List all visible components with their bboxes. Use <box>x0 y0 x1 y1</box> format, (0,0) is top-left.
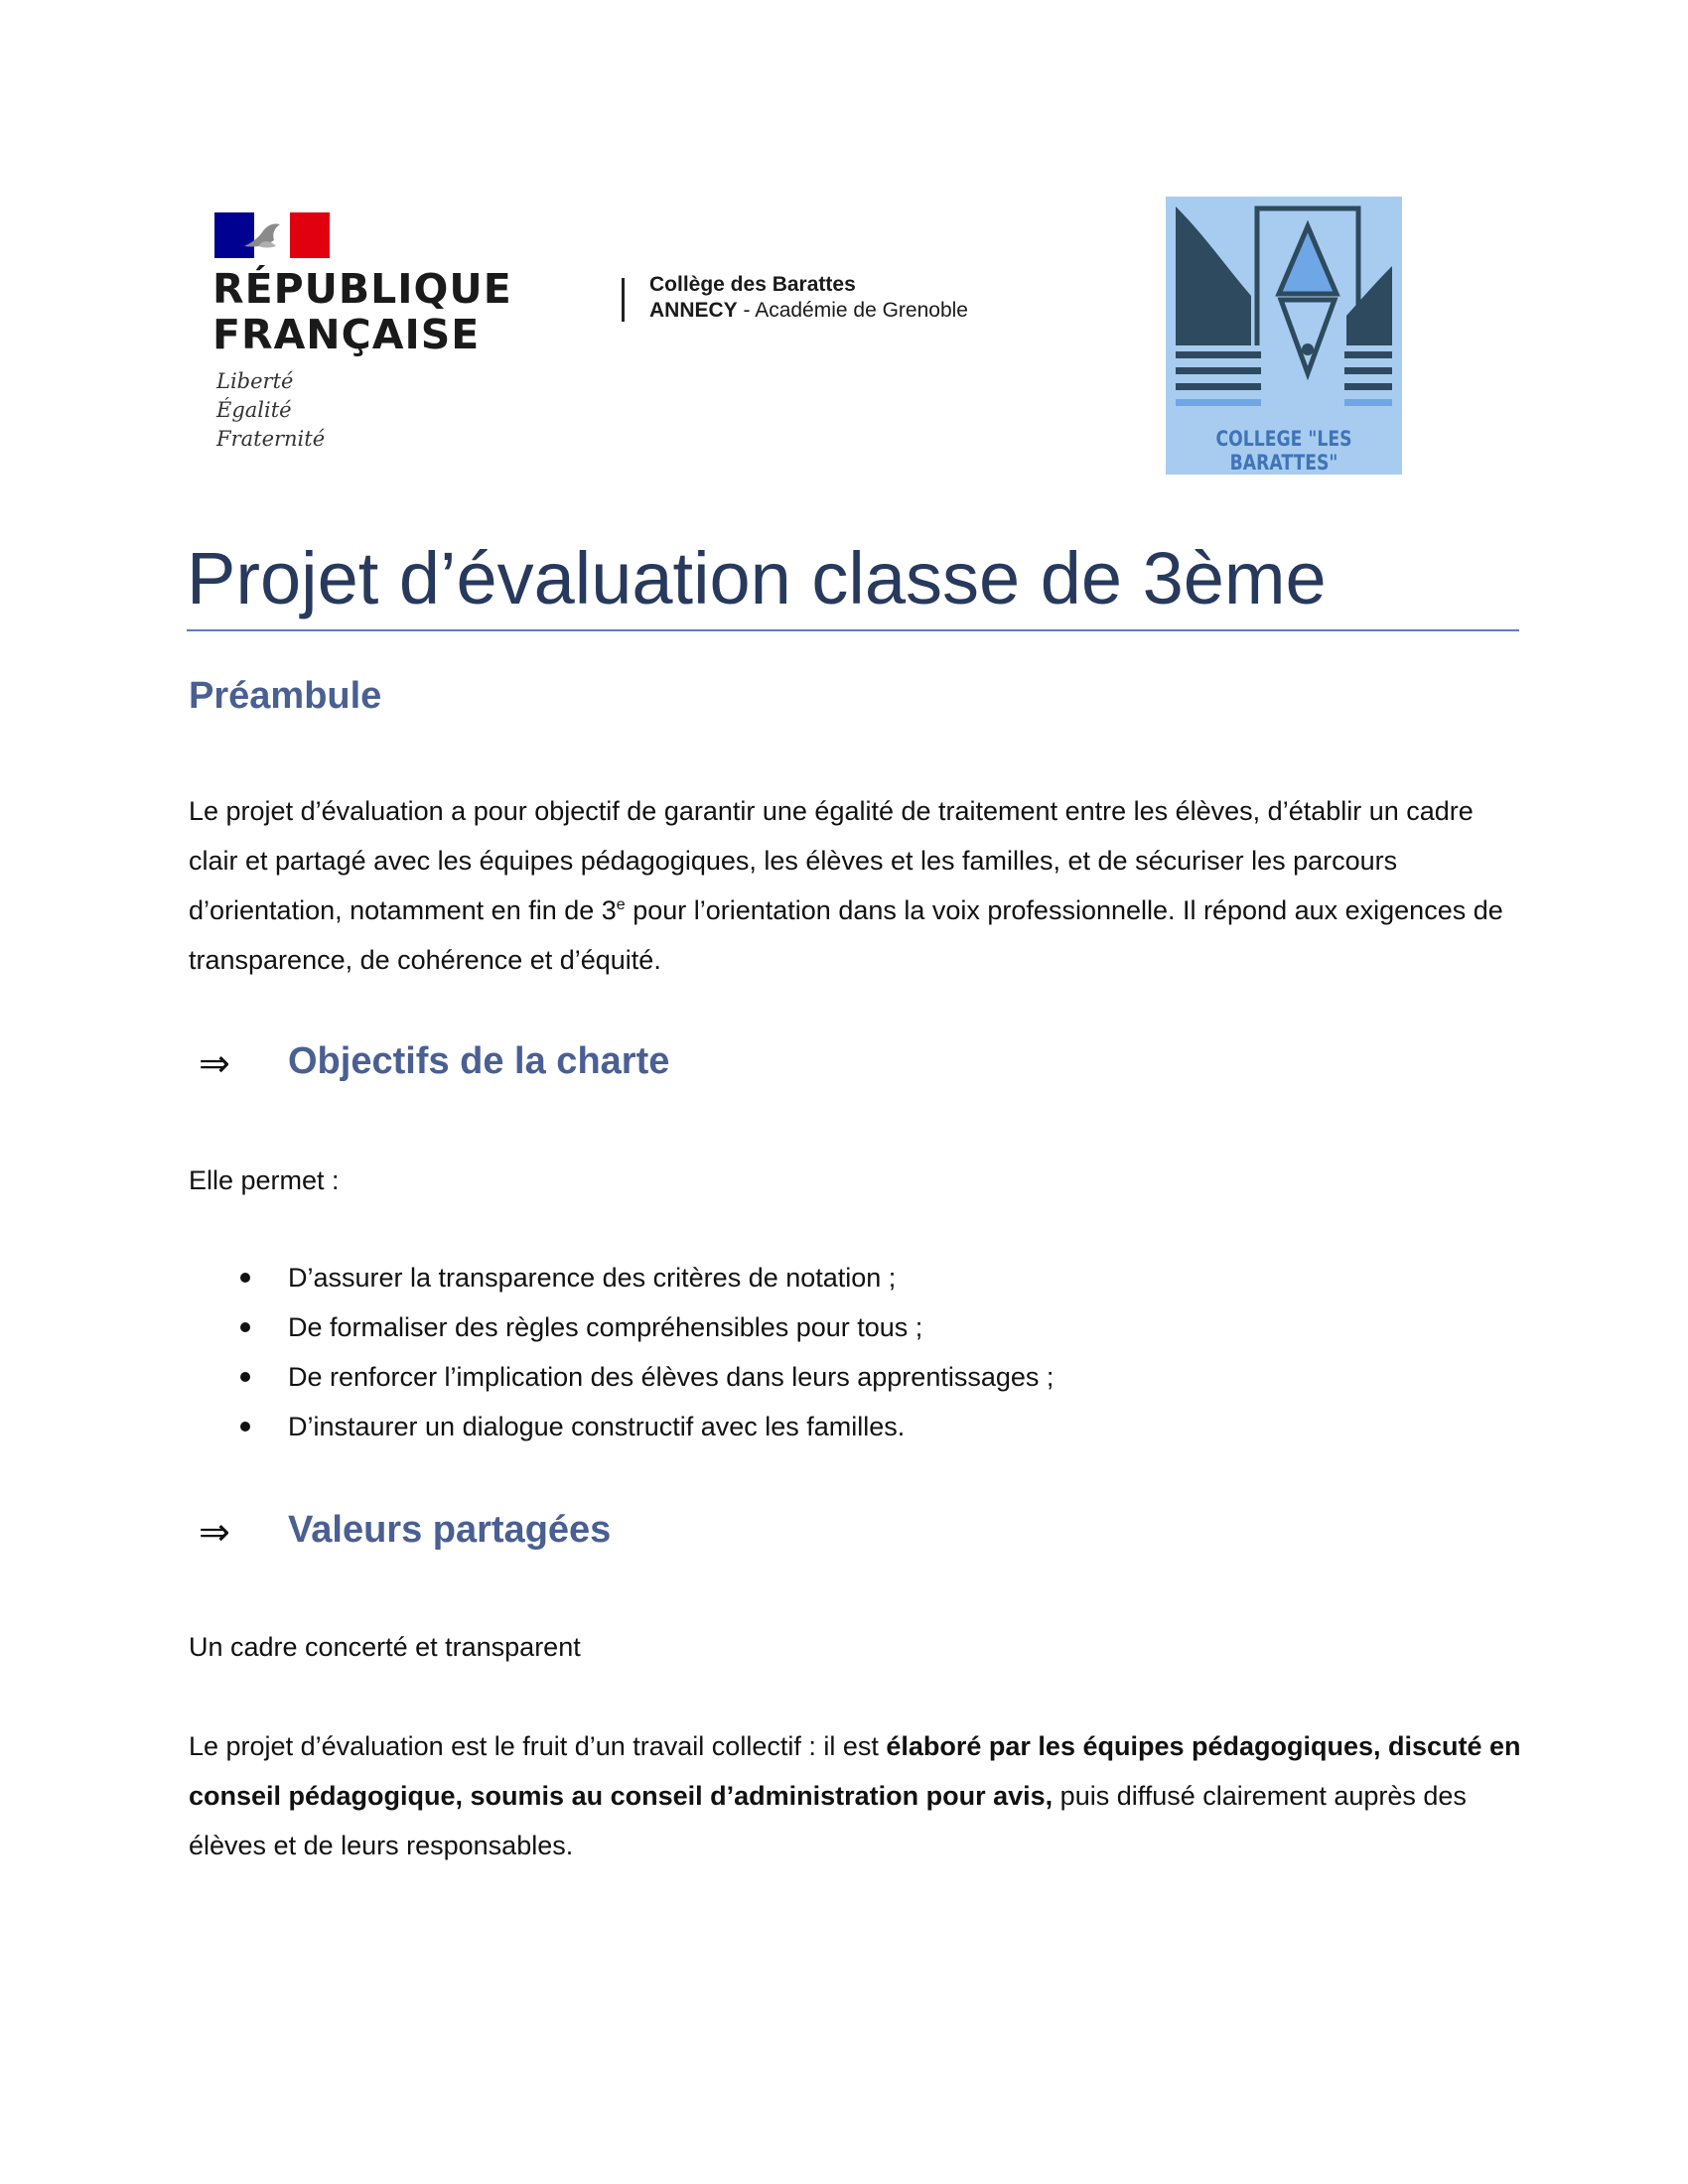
list-item: De renforcer l’implication des élèves dans leurs apprentissages ; <box>189 1352 1054 1402</box>
list-item: D’instaurer un dialogue constructif avec les familles. <box>189 1402 1054 1451</box>
bullet-icon <box>240 1273 250 1283</box>
school-location: ANNECY - Académie de Grenoble <box>649 299 968 322</box>
section-heading-valeurs: Valeurs partagées <box>288 1509 612 1551</box>
objectifs-intro: Elle permet : <box>189 1165 340 1195</box>
school-identity <box>649 272 968 324</box>
implies-arrow-icon: ⇒ <box>199 1510 230 1554</box>
republic-motto: Liberté Égalité Fraternité <box>216 369 326 451</box>
marianne-flag-icon <box>214 212 330 258</box>
valeurs-paragraph: Le projet d’évaluation est le fruit d’un travail collectif : il est élaboré par les équipes pédagogiques, discuté en conseil pédagogique, soumis au conseil d’administration pour avis, puis diffusé clairement auprès des élèves et de leurs responsables. <box>189 1731 1521 1860</box>
section-heading-objectifs: Objectifs de la charte <box>288 1040 670 1082</box>
document-title: Projet d’évaluation classe de 3ème <box>187 537 1327 619</box>
section-heading-preambule: Préambule <box>189 675 382 717</box>
bullet-icon <box>240 1372 250 1382</box>
bullet-icon <box>240 1422 250 1432</box>
list-item: De formaliser des règles compréhensibles pour tous ; <box>189 1302 1054 1352</box>
implies-arrow-icon: ⇒ <box>199 1041 230 1085</box>
valeurs-subtitle: Un cadre concerté et transparent <box>189 1632 581 1662</box>
header-divider <box>622 278 625 322</box>
school-name: Collège des Barattes <box>649 273 856 296</box>
republique-francaise-wordmark: RÉPUBLIQUE FRANÇAISE <box>212 265 512 358</box>
college-logo-label: COLLEGE "LES BARATTES" <box>1215 427 1352 475</box>
bullet-icon <box>240 1322 250 1332</box>
title-underline <box>187 629 1519 631</box>
objectifs-list <box>189 1253 1054 1451</box>
preambule-paragraph: Le projet d’évaluation a pour objectif de garantir une égalité de traitement entre les élèves, d’établir un cadre clair et partagé avec les équipes pédagogiques, les élèves et les familles, et de sécuriser les parcours d’orientation, notamment en fin de 3e pour l’orientation dans la voix professionnelle. Il répond aux exigences de transparence, de cohérence et d’équité. <box>189 796 1503 975</box>
list-item: D’assurer la transparence des critères de notation ; <box>189 1253 1054 1302</box>
